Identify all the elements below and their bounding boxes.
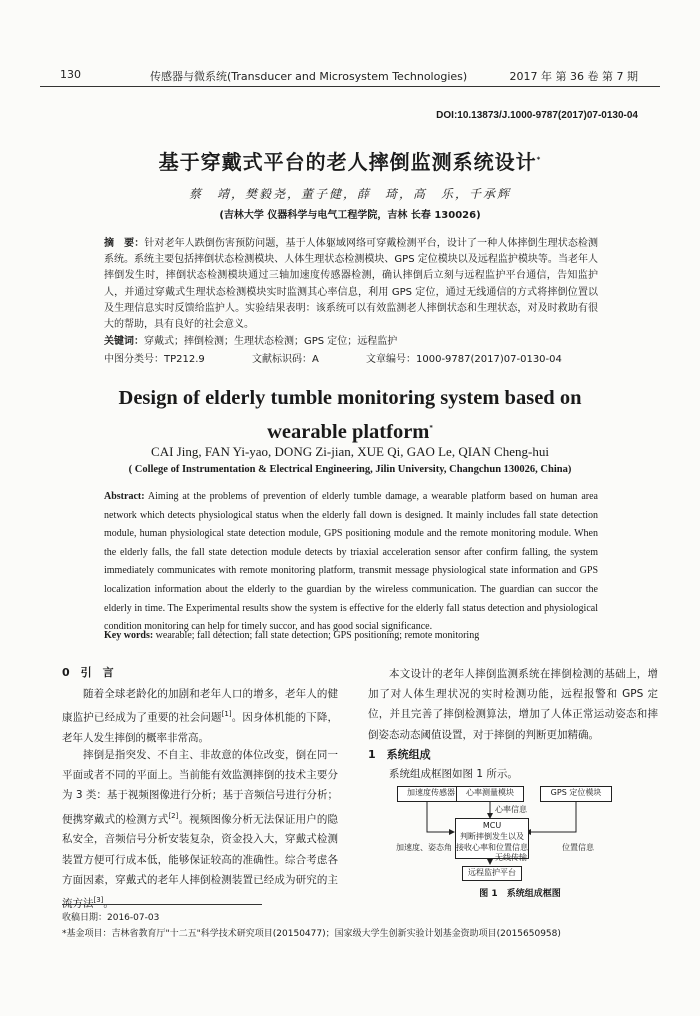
en-affiliation: ( College of Instrumentation & Electrical Engineering, Jilin University, Changchun 130026, China) <box>128 464 572 475</box>
arrow-gps-to-mcu <box>526 802 576 832</box>
cn-keywords: 关键词：穿戴式；摔倒检测；生理状态检测；GPS 定位；远程监护 <box>104 336 398 347</box>
header-rule <box>40 86 660 87</box>
intro-heading: 0 引 言 <box>62 666 114 679</box>
box-accelerometer: 加速度传感器 <box>397 786 465 802</box>
en-abstract: Abstract: Aiming at the problems of prevention of elderly tumble damage, a wearable platform based on human area network which detects physiological status when the elderly fall down is designed. It mainly includes fall state detection module, human physiological state detection module, GPS positioning module and the remote monitoring module. When the elderly falls, the fall state detection module detects by triaxial acceleration sensor after confirm falling, the system immediately communicates with remote monitoring platform, transmit message physiological state information and GPS localization information about the elderly to the guardian by the wireless communication. The guardian can succor the elderly in time. The Experimental results show the system is effective for the elderly fall status detection and physiological condition monitoring can help for timely succor, and has good social significance. <box>104 491 598 633</box>
right-para-2: 系统组成框图如图 1 所示。 <box>389 768 518 780</box>
fund-info: *基金项目：吉林省教育厅"十二五"科学技术研究项目(20150477)；国家级大学生创新实验计划基金资助项目(2015650958) <box>62 929 561 939</box>
received-date: 收稿日期：2016-07-03 <box>62 913 160 923</box>
intro-para-2: 摔倒是指突发、不自主、非故意的体位改变，倒在同一平面或者不同的平面上。当前能有效监测摔倒的技术主要分为 3 类：基于视频图像进行分析；基于音频信号进行分析；便携穿戴式的检测方式[2]。视频图像分析无法保证用户的隐私安全，音频信号分析安装复杂，资金投入大，穿戴式检测装置方便可行成本低，能够保证较高的准确性。综合考虑各方面因素，穿戴式的老年人摔倒检测装置已经成为研究的主流方法[3]。 <box>62 749 339 910</box>
box-mcu: MCU 判断摔倒发生以及 接收心率和位置信息 <box>455 818 529 859</box>
box-remote-monitor: 远程监护平台 <box>462 866 522 881</box>
cn-abstract: 摘 要：针对老年人跌倒伤害预防问题，基于人体躯域网络可穿戴检测平台，设计了一种人体摔倒生理状态检测系统。系统主要包括摔倒状态检测模块、人体生理状态检测模块、GPS 定位模块以及远程监护模块等。当老年人摔倒发生时，摔倒状态检测模块通过三轴加速度传感器检测，确认摔倒后立刻与远程监护平台通信，告知监护人，并通过穿戴式生理状态检测模块实时监测其心率信息，利用 GPS 定位，通过无线通信的方式将摔倒位置以及生理信息实时反馈给监护人。实验结果表明：该系统可以有效监测老人摔倒状态和生理状态，对及时救助有很大的帮助，具有良好的社会意义。 <box>104 238 599 331</box>
cn-affiliation: (吉林大学 仪器科学与电气工程学院，吉林 长春 130026) <box>219 210 481 221</box>
label-wireless: 无线传输 <box>495 853 527 862</box>
box-heart-rate: 心率测量模块 <box>456 786 524 802</box>
label-accel-posture: 加速度、姿态角 <box>396 843 452 852</box>
arrow-accel-to-mcu <box>427 802 454 832</box>
page-number: 130 <box>60 68 81 81</box>
journal-name: 传感器与微系统(Transducer and Microsystem Technologies) <box>150 70 468 83</box>
right-para-1: 本文设计的老年人摔倒监测系统在摔倒检测的基础上，增加了对人体生理状况的实时检测功能，远程报警和 GPS 定位，并且完善了摔倒检测算法，增加了人体正常运动姿态和摔倒姿态动态阈值设置，对于摔倒的判断更加精确。 <box>368 668 658 741</box>
footnote-rule <box>62 904 262 905</box>
figure-caption: 图 1 系统组成框图 <box>479 889 561 899</box>
doc-code: 文献标识码：A <box>251 354 319 365</box>
label-heart-rate-info: 心率信息 <box>495 805 527 814</box>
en-title: Design of elderly tumble monitoring system based on wearable platform* <box>118 387 582 443</box>
class-number: 中图分类号：TP212.9 <box>104 354 205 365</box>
system-heading: 1 系统组成 <box>368 748 431 761</box>
doi[interactable]: DOI:10.13873/J.1000-9787(2017)07-0130-04 <box>436 110 638 121</box>
en-authors: CAI Jing, FAN Yi-yao, DONG Zi-jian, XUE Qi, GAO Le, QIAN Cheng-hui <box>151 444 549 459</box>
intro-para-1: 随着全球老龄化的加剧和老年人口的增多，老年人的健康监护已经成为了重要的社会问题[1]。因身体机能的下降，老年人发生摔倒的概率非常高。 <box>62 688 339 744</box>
en-keywords: Key words: wearable; fall detection; fall state detection; GPS positioning; remote monitoring <box>104 630 480 641</box>
box-gps: GPS 定位模块 <box>540 786 612 802</box>
label-location-info: 位置信息 <box>562 843 594 852</box>
cn-classification <box>104 350 624 365</box>
article-number: 文章编号：1000-9787(2017)07-0130-04 <box>366 354 562 365</box>
cn-title: 基于穿戴式平台的老人摔倒监测系统设计* <box>158 150 542 174</box>
issue-info: 2017 年 第 36 卷 第 7 期 <box>509 70 638 83</box>
cn-authors: 蔡 靖，樊毅尧，董子健，薛 琦，高 乐，千承辉 <box>188 187 511 201</box>
